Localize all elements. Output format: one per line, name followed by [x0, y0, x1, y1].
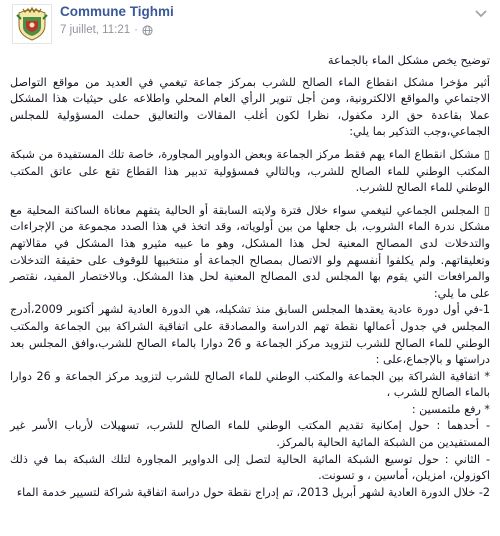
post-header [8, 0, 494, 46]
point-paragraph: ▯ مشكل انقطاع الماء يهم فقط مركز الجماعة وبعض الدواوير المجاورة، خاصة تلك المستفيدة من شبكة المكتب الوطني للماء الصالح للشرب، وبالتالي فمسؤولية تدبير هذا القطاع تقع على عاتق المكتب الوطني للماء الصالح للشرب. [10, 147, 490, 195]
list-item: - أحدهما : حول إمكانية تقديم المكتب الوطني للماء الصالح للشرب، تسهيلات لأرباب الأسر غير المستفيدين من الشبكة المائية الحالية بالمركز. [10, 419, 490, 450]
list-item: * رفع ملتمسين : [411, 402, 490, 416]
avatar[interactable] [12, 4, 52, 44]
globe-icon[interactable] [142, 25, 153, 36]
author-name[interactable]: Commune Tighmi [60, 4, 174, 19]
list-item: 1-في أول دورة عادية يعقدها المجلس السابق منذ تشكيله، هي الدورة العادية لشهر أكتوبر 2009،أدرج المجلس في جدول أعمالها نقطة تهم الدراسة والمصادقة على اتفاقية الشراكة بين الجماعة والمكتب الوطني للماء الصالح للشرب لتزويد مركز الجماعة و 26 دوارا بالماء الصالح للشرب،وافق المجلس بعد دراستها و بالإجماع،على : [10, 303, 491, 367]
post-body [8, 52, 494, 501]
post-title: توضيح يخص مشكل الماء بالجماعة [327, 53, 490, 67]
post-meta [60, 24, 153, 36]
list-item: * اتفاقية الشراكة بين الجماعة والمكتب الوطني للماء الصالح للشرب لتزويد مركز الجماعة و 26 دوارا بالماء الصالح للشرب ، [10, 369, 490, 400]
meta-separator: · [134, 24, 138, 36]
timestamp[interactable]: 7 juillet, 11:21 [60, 24, 131, 36]
point-paragraph: ▯ المجلس الجماعي لتيغمي سواء خلال فترة ولايته السابقة أو الحالية يتفهم معاناة الساكنة المحلية مع مشكل ندرة الماء الشروب، بل جعلها من بين أولوياته، وقد اتخذ في هذا الصدد مجموعة من الإجراءات والتدخلات لدى المصالح المعنية لحل هذا المشكل، وهو ما عبيه مثيرو هذا المشكل في مقالاتهم وتعليقاتهم. ولم يكلفوا أنفسهم ولو الاتصال بمصالح الجماعة أو منتخبيها للوقوف على حقيقة التدخلات والمرافعات التي يقوم بها المجلس لدى المصالح المعنية لحل هذا المشكل. وبالاختصار المفيد، نقتصر على ما يلي: [10, 203, 490, 300]
list-item: - الثاني : حول توسيع الشبكة المائية الحالية لتصل إلى الدواوير المجاورة لتلك الشبكة بما في ذلك اكوزولن، امزيلن، أماسين ، و تسونت. [10, 452, 490, 483]
commune-emblem-icon [13, 5, 51, 43]
list-item: 2- خلال الدورة العادية لشهر أبريل 2013، تم إدراج نقطة حول دراسة اتفاقية شراكة لتسيير خدمة الماء [16, 485, 490, 499]
intro-paragraph: أثير مؤخرا مشكل انقطاع الماء الصالح للشرب بمركز جماعة تيغمي في العديد من مواقع التواصل الاجتماعي والمواقع الالكترونية، ومن أجل تنوير الرأي العام المحلي واطلاعه على حيثيات هذا المشكل عملا بقاعدة حق الرد مكفول، نظرا لكون أغلب المقالات والتعاليق حملت المسؤولية للمجلس الجماعي،وجب التذكير بما يلي: [10, 75, 490, 139]
chevron-down-icon[interactable] [474, 6, 488, 20]
